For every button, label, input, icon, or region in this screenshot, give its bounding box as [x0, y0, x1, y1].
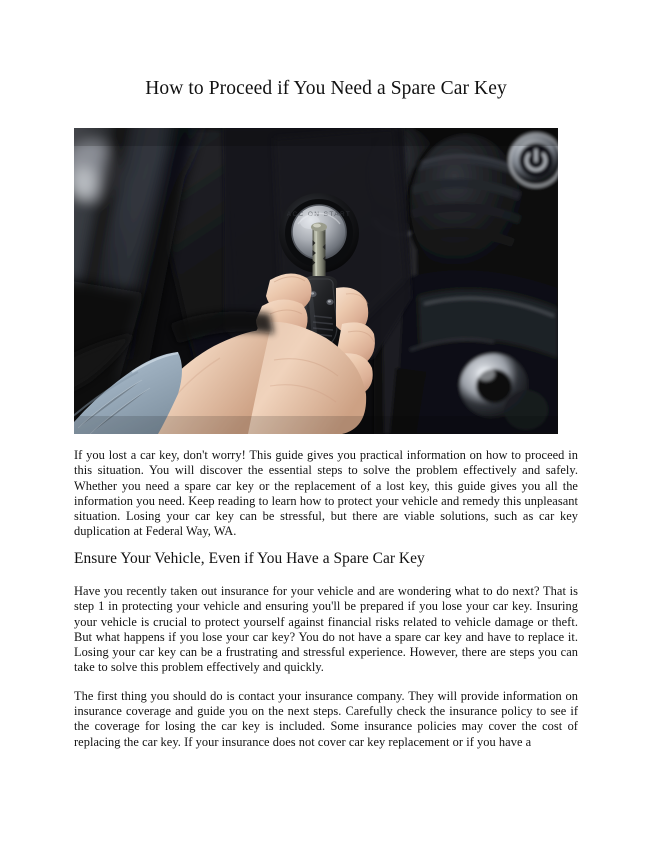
intro-block — [74, 448, 578, 540]
car-ignition-key-photo — [74, 128, 558, 434]
body-paragraph-2: The first thing you should do is contact your insurance company. They will provide information on insurance coverage and guide you on the next steps. Carefully check the insurance policy to see if the coverage for losing the car key is included. Some insurance policies may cover the cost of replacing the car key. If your insurance does not cover car key replacement or if you have a — [74, 688, 578, 749]
body-block — [74, 584, 578, 750]
svg-text:ACC ON START: ACC ON START — [286, 211, 352, 218]
body-paragraph-1: Have you recently taken out insurance for your vehicle and are wondering what to do next? That is step 1 in protecting your vehicle and ensuring you'll be prepared if you lose your car key. Insuring your vehicle is crucial to protect yourself against financial risks related to vehicle damage or theft. But what happens if you lose your car key? You do not have a spare car key and have to replace it. Losing your car key can be a frustrating and stressful experience. However, there are steps you can take to solve this problem effectively and quickly. — [74, 584, 578, 675]
photo-illustration — [74, 128, 558, 434]
section-heading: Ensure Your Vehicle, Even if You Have a Spare Car Key — [74, 550, 425, 567]
intro-paragraph: If you lost a car key, don't worry! This guide gives you practical information on how to proceed in this situation. You will discover the essential steps to solve the problem effectively and safely. Whether you need a spare car key or the replacement of a lost key, this guide gives you all the information you need. Keep reading to learn how to protect your vehicle and remedy this unpleasant situation. Losing your car key can be stressful, but there are viable solutions, such as car key duplication at Federal Way, WA. — [74, 448, 578, 539]
page-title: How to Proceed if You Need a Spare Car Key — [145, 78, 507, 99]
